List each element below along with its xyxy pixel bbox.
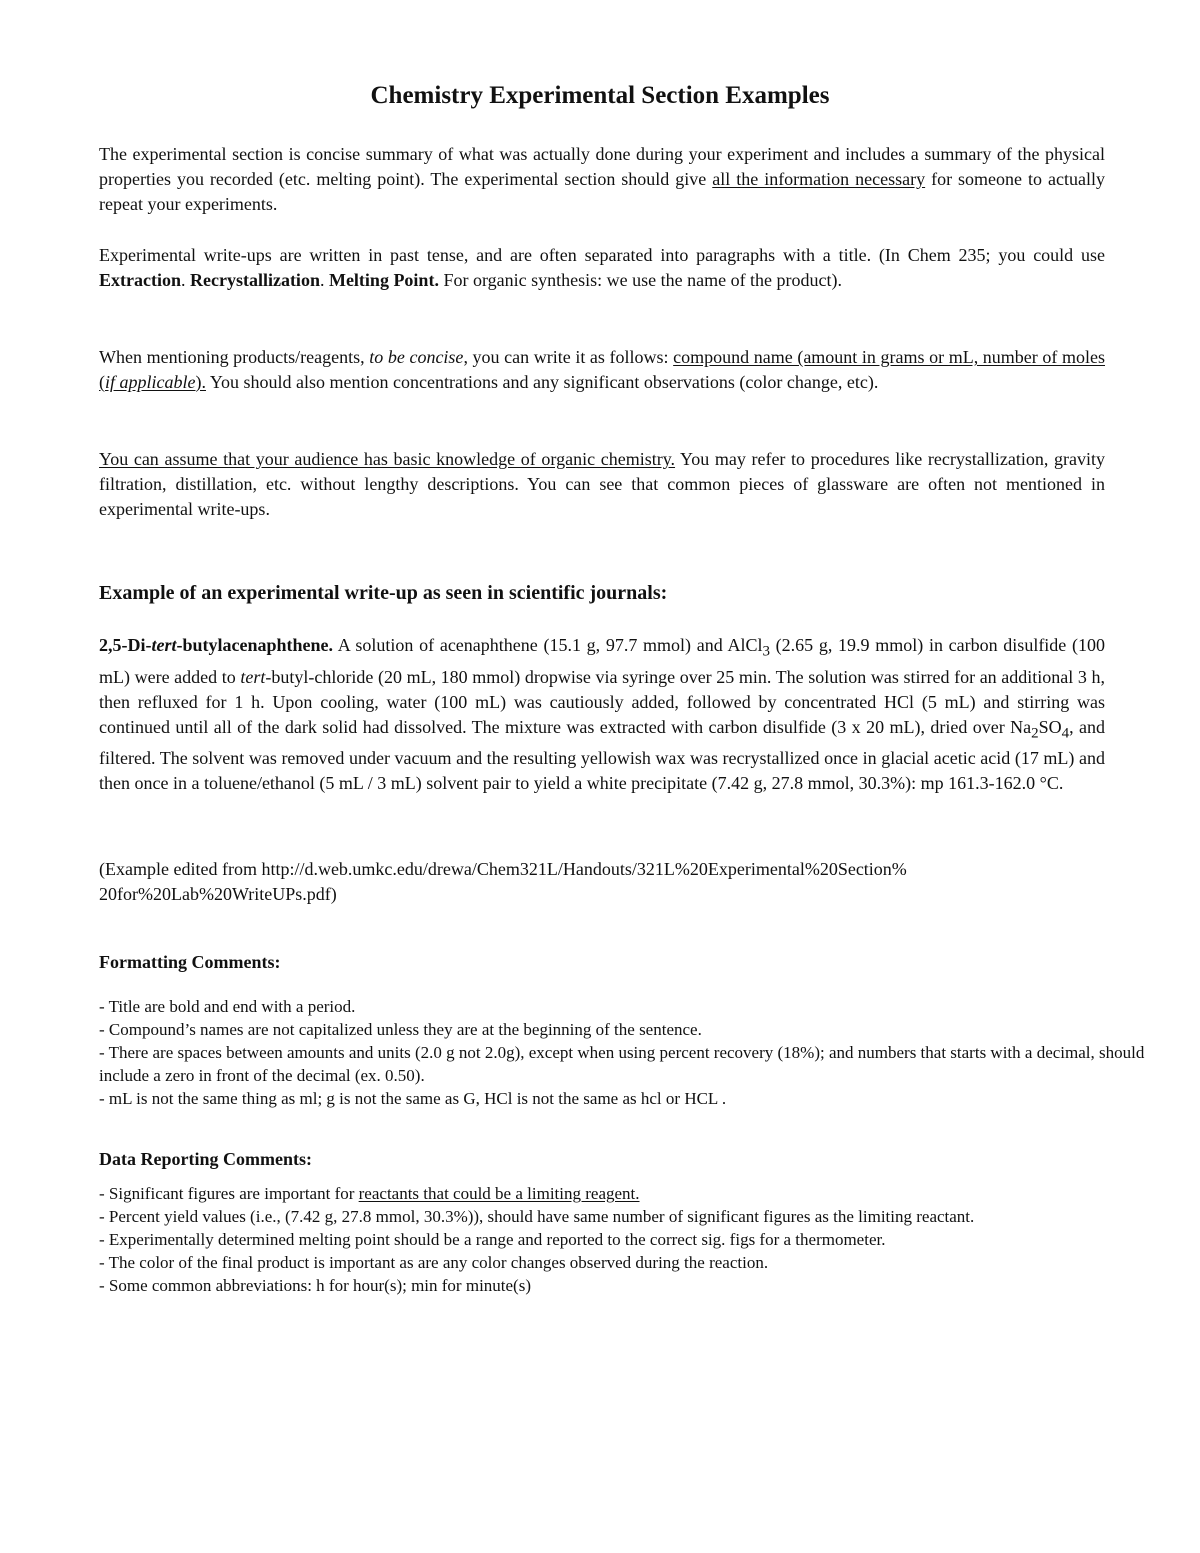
page-title: Chemistry Experimental Section Examples bbox=[370, 82, 830, 109]
source-line: 20for%20Lab%20WriteUPs.pdf) bbox=[99, 884, 337, 904]
list-item: - Compound’s names are not capitalized unless they are at the beginning of the sentence. bbox=[99, 1020, 702, 1039]
bold-term-melting-point: Melting Point. bbox=[328, 270, 439, 290]
compound-title: 2,5-Di-tert-butylacenaphthene. bbox=[99, 635, 334, 655]
list-item: - Experimentally determined melting point should be a range and reported to the correct sig. figs for a thermometer. bbox=[99, 1230, 886, 1249]
underlined-phrase: all the information necessary bbox=[712, 169, 926, 189]
example-source bbox=[99, 857, 1109, 907]
data-reporting-heading: Data Reporting Comments: bbox=[99, 1149, 312, 1169]
intro-paragraph-2: Experimental write-ups are written in past tense, and are often separated into paragraphs with a title. (In Chem 235; you could use Extraction. Recrystallization. Melting Point. For organic synthesis: we use the name of the product). bbox=[99, 245, 1105, 290]
bold-term-recrystallization: Recrystallization bbox=[189, 270, 320, 290]
formatting-list bbox=[99, 995, 1149, 1110]
intro-paragraph-1: The experimental section is concise summary of what was actually done during your experiment and includes a summary of the physical properties you recorded (etc. melting point). The experimental section should give all the information necessary for someone to actually repeat your experiments. bbox=[99, 144, 1105, 214]
format-template: compound name (amount in grams or mL, number of moles (if applicable). bbox=[99, 347, 1105, 392]
list-item: - Percent yield values (i.e., (7.42 g, 27.8 mmol, 30.3%)), should have same number of significant figures as the limiting reactant. bbox=[99, 1207, 975, 1226]
example-heading: Example of an experimental write-up as seen in scientific journals: bbox=[99, 582, 668, 604]
bold-term-extraction: Extraction bbox=[99, 270, 181, 290]
list-item: - There are spaces between amounts and units (2.0 g not 2.0g), except when using percent recovery (18%); and numbers that starts with a decimal, should include a zero in front of the decimal (ex. 0.50). bbox=[99, 1043, 1145, 1085]
underlined-sentence: You can assume that your audience has basic knowledge of organic chemistry. bbox=[99, 449, 676, 469]
data-reporting-list bbox=[99, 1182, 1149, 1297]
intro-paragraph-3: When mentioning products/reagents, to be concise, you can write it as follows: compound name (amount in grams or mL, number of moles (if applicable). You should also mention concentrations and any significant observations (color change, etc). bbox=[99, 347, 1105, 392]
source-line: (Example edited from http://d.web.umkc.edu/drewa/Chem321L/Handouts/321L%20Experimental%20Section% bbox=[99, 859, 907, 879]
formatting-heading: Formatting Comments: bbox=[99, 952, 281, 972]
list-item: - Some common abbreviations: h for hour(s); min for minute(s) bbox=[99, 1276, 531, 1295]
example-paragraph: 2,5-Di-tert-butylacenaphthene. A solution of acenaphthene (15.1 g, 97.7 mmol) and AlCl$_3$ (2.65 g, 19.9 mmol) in carbon disulfide (100 mL) were added to tert-butyl-chloride (20 mL, 180 mmol) dropwise via syringe over 25 min. The solution was stirred for an additional 3 h, then refluxed for 1 h. Upon cooling, water (100 mL) was cautiously added, followed by concentrated HCl (5 mL) and stirring was continued until all of the dark solid had dissolved. The mixture was extracted with carbon disulfide (3 x 20 mL), dried over $Na_2SO_4$, and filtered. The solvent was removed under vacuum and the resulting yellowish wax was recrystallized once in glacial acetic acid (17 mL) and then once in a toluene/ethanol (5 mL / 3 mL) solvent pair to yield a white precipitate (7.42 g, 27.8 mmol, 30.3%): mp 161.3-162.0 °C. bbox=[99, 635, 1105, 794]
list-item: - Significant figures are important for reactants that could be a limiting reagent. bbox=[99, 1184, 640, 1203]
list-item: - The color of the final product is important as are any color changes observed during the reaction. bbox=[99, 1253, 769, 1272]
list-item: - Title are bold and end with a period. bbox=[99, 997, 356, 1016]
list-item: - mL is not the same thing as ml; g is not the same as G, HCl is not the same as hcl or HCL . bbox=[99, 1089, 727, 1108]
intro-paragraph-4: You can assume that your audience has basic knowledge of organic chemistry. You may refer to procedures like recrystallization, gravity filtration, distillation, etc. without lengthy descriptions. You can see that common pieces of glassware are often not mentioned in experimental write-ups. bbox=[99, 449, 1105, 519]
